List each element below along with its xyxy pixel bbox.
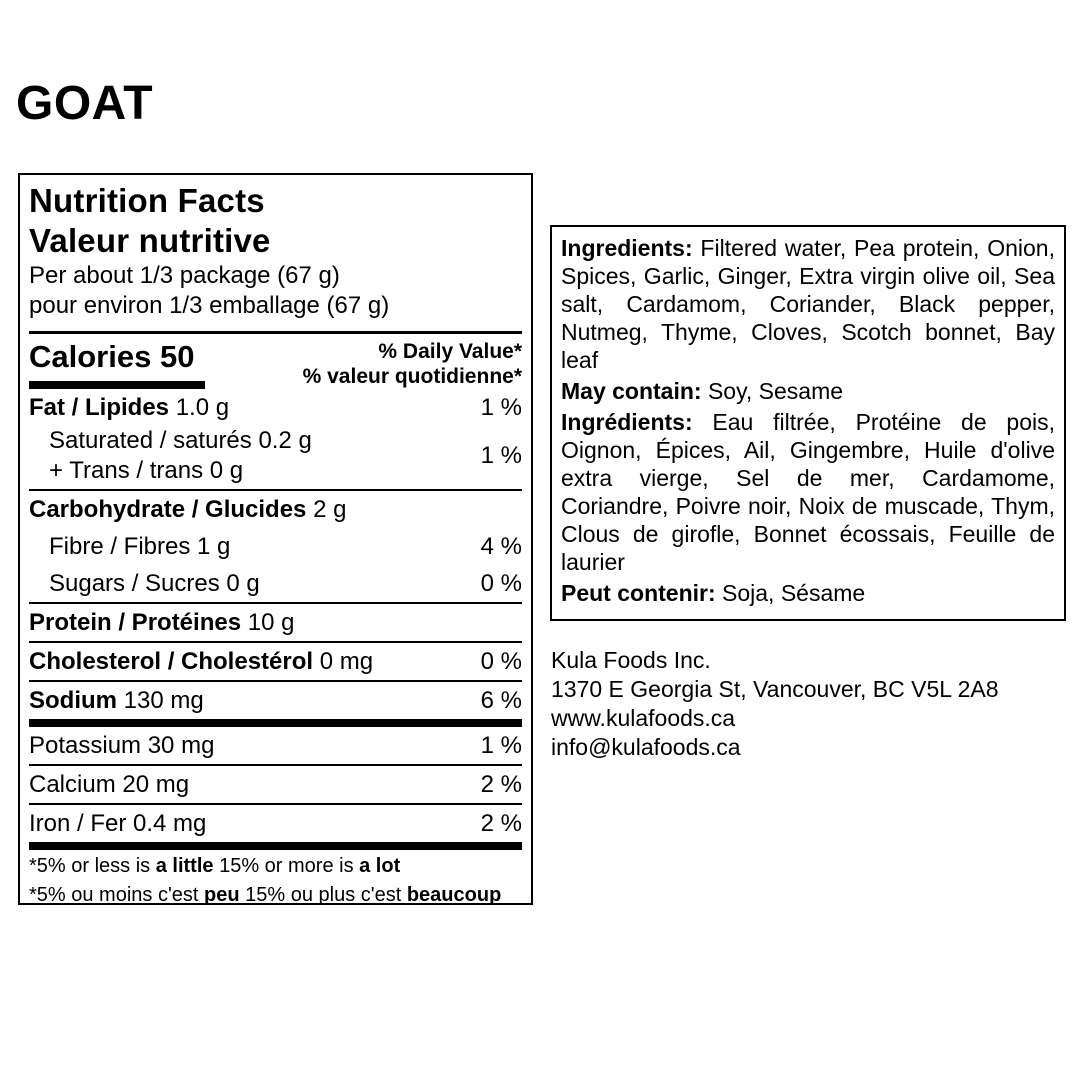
footnote-text: 15% ou plus c'est bbox=[239, 884, 407, 906]
nutrient-amount: 10 g bbox=[247, 609, 295, 636]
nutrient-row-sugars bbox=[29, 565, 522, 602]
nutrient-name: Carbohydrate / Glucides bbox=[29, 496, 307, 523]
nutrient-dv: 2 % bbox=[480, 771, 522, 798]
footnote-text: *5% ou moins c'est bbox=[29, 884, 205, 906]
ingredients-en-label: Ingredients: bbox=[561, 235, 693, 261]
nutrient-label: Potassium 30 mg bbox=[29, 732, 215, 759]
nutrient-label: Iron / Fer 0.4 mg bbox=[29, 810, 207, 837]
company-info bbox=[551, 646, 999, 762]
nutrient-name: Fat / Lipides bbox=[29, 394, 170, 421]
nutrient-dv: 4 % bbox=[480, 533, 522, 560]
page-title: GOAT bbox=[16, 77, 154, 130]
may-contain-text: Soy, Sesame bbox=[701, 378, 844, 404]
nutrient-name: Protein / Protéines bbox=[29, 609, 242, 636]
nutrient-label bbox=[29, 608, 294, 638]
nutrient-dv: 1 % bbox=[480, 442, 522, 469]
nutrient-amount: 2 g bbox=[313, 496, 347, 523]
nutrient-row-calcium bbox=[29, 766, 522, 803]
ingredients-panel bbox=[550, 225, 1066, 621]
nutrient-label: Sugars / Sucres 0 g bbox=[49, 570, 260, 597]
nutrient-row-carbohydrate bbox=[29, 491, 522, 528]
footnote-en bbox=[29, 854, 522, 879]
calories-value: Calories 50 bbox=[29, 339, 195, 374]
calories-row bbox=[29, 339, 522, 389]
nutrient-dv: 0 % bbox=[480, 570, 522, 597]
footnote-bold: beaucoup bbox=[406, 884, 502, 906]
nutrient-amount: 0 mg bbox=[319, 648, 374, 675]
ingredients-fr bbox=[561, 408, 1055, 576]
company-name: Kula Foods Inc. bbox=[551, 647, 711, 673]
footnote-text: 15% or more is bbox=[213, 855, 360, 877]
nutrient-row-fat bbox=[29, 389, 522, 426]
nutrient-sublabels bbox=[29, 426, 312, 486]
nutrient-group-saturated-trans bbox=[29, 426, 522, 489]
may-contain bbox=[561, 377, 1055, 405]
calories-block bbox=[29, 339, 205, 389]
may-contain-label: May contain: bbox=[561, 378, 702, 404]
nutrient-row-potassium bbox=[29, 727, 522, 764]
ingredients-en-text: Filtered water, Pea protein, Onion, Spices, Garlic, Ginger, Extra virgin olive oil, Sea salt, Cardamom, Coriander, Black pepper, Nutmeg, Thyme, Cloves, Scotch bonnet, Bay leaf bbox=[561, 235, 1055, 373]
daily-value-header-en: % Daily Value* bbox=[378, 340, 522, 363]
nutrient-row-sodium bbox=[29, 682, 522, 719]
peut-contenir-text: Soja, Sésame bbox=[715, 580, 866, 606]
nutrient-label: Fibre / Fibres 1 g bbox=[49, 533, 231, 560]
ingredients-en bbox=[561, 234, 1055, 374]
nutrient-row-saturated: Saturated / saturés 0.2 g bbox=[49, 427, 312, 454]
daily-value-header-fr: % valeur quotidienne* bbox=[302, 365, 522, 388]
company-address: 1370 E Georgia St, Vancouver, BC V5L 2A8 bbox=[551, 676, 999, 702]
footnote-text: *5% or less is bbox=[29, 855, 156, 877]
nutrient-label bbox=[29, 393, 229, 423]
nutrient-dv: 6 % bbox=[480, 687, 522, 714]
nutrition-facts-title-fr: Valeur nutritive bbox=[29, 222, 271, 259]
nutrient-label bbox=[29, 495, 346, 525]
nutrient-amount: 130 mg bbox=[123, 687, 204, 714]
company-email: info@kulafoods.ca bbox=[551, 734, 741, 760]
serving-size-fr: pour environ 1/3 emballage (67 g) bbox=[29, 292, 390, 319]
nutrient-name: Sodium bbox=[29, 687, 117, 714]
peut-contenir-label: Peut contenir: bbox=[561, 580, 716, 606]
nutrition-facts-title-en: Nutrition Facts bbox=[29, 182, 265, 219]
divider-thick bbox=[29, 719, 522, 727]
nutrient-label: Calcium 20 mg bbox=[29, 771, 190, 798]
ingredients-fr-label: Ingrédients: bbox=[561, 409, 693, 435]
nutrient-name: Cholesterol / Cholestérol bbox=[29, 648, 314, 675]
footnote-bold: a little bbox=[155, 855, 214, 877]
daily-value-header bbox=[303, 339, 522, 389]
nutrient-dv: 1 % bbox=[480, 732, 522, 759]
peut-contenir bbox=[561, 579, 1055, 607]
serving-size-en: Per about 1/3 package (67 g) bbox=[29, 262, 340, 289]
nutrient-row-iron bbox=[29, 805, 522, 842]
ingredients-fr-text: Eau filtrée, Protéine de pois, Oignon, Épices, Ail, Gingembre, Huile d'olive extra vierge, Sel de mer, Cardamome, Coriandre, Poivre noir, Noix de muscade, Thym, Clous de girofle, Bonnet écossais, Feuille de laurier bbox=[561, 409, 1055, 575]
nutrient-row-fibre bbox=[29, 528, 522, 565]
footnote-fr bbox=[29, 883, 522, 908]
nutrient-dv: 2 % bbox=[480, 810, 522, 837]
nutrient-row-cholesterol bbox=[29, 643, 522, 680]
calories-underline-bar bbox=[29, 381, 205, 389]
footnote-bold: peu bbox=[204, 884, 240, 906]
divider-thick bbox=[29, 842, 522, 850]
nutrient-label bbox=[29, 686, 204, 716]
nutrient-dv: 0 % bbox=[480, 648, 522, 675]
company-website: www.kulafoods.ca bbox=[551, 705, 736, 731]
nutrient-dv: 1 % bbox=[480, 394, 522, 421]
nutrition-facts-panel bbox=[18, 173, 533, 905]
nutrient-row-protein bbox=[29, 604, 522, 641]
nutrient-label bbox=[29, 647, 373, 677]
nutrient-amount: 1.0 g bbox=[175, 394, 230, 421]
divider-medium bbox=[29, 331, 522, 334]
nutrient-row-trans: + Trans / trans 0 g bbox=[49, 457, 244, 484]
footnote-bold: a lot bbox=[359, 855, 401, 877]
